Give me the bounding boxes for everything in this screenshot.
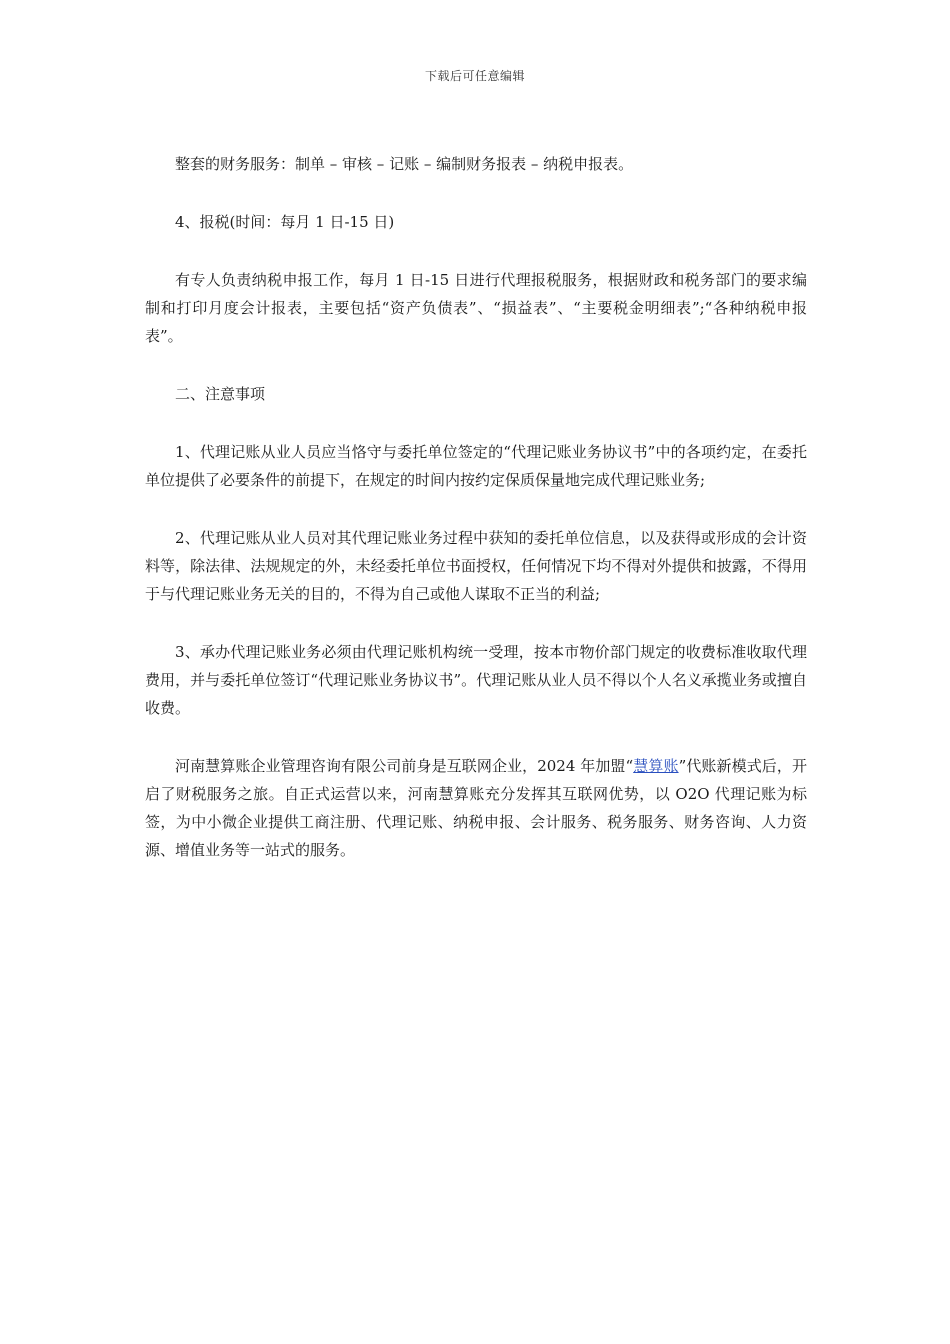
- company-intro-text-end: ”代账新模式后，开启了财税服务之旅。自正式运营以来，河南慧算账充分发挥其互联网优势，以 O2O 代理记账为标签，为中小微企业提供工商注册、代理记账、纳税申报、会计服务、税务服务、财务咨询、人力资源、增值业务等一站式的服务。: [145, 757, 807, 859]
- paragraph-service-flow: 整套的财务服务：制单 – 审核 – 记账 – 编制财务报表 – 纳税申报表。: [175, 155, 634, 173]
- document-body: [145, 150, 807, 894]
- paragraph-note-3: 3、承办代理记账业务必须由代理记账机构统一受理，按本市物价部门规定的收费标准收取代理费用，并与委托单位签订“代理记账业务协议书”。代理记账从业人员不得以个人名义承揽业务或擅自收费。: [145, 643, 807, 717]
- company-intro-text-start: 河南慧算账企业管理咨询有限公司前身是互联网企业，2024 年加盟“: [175, 757, 634, 775]
- paragraph-note-2: 2、代理记账从业人员对其代理记账业务过程中获知的委托单位信息，以及获得或形成的会计资料等，除法律、法规规定的外，未经委托单位书面授权，任何情况下均不得对外提供和披露，不得用于与代理记账业务无关的目的，不得为自己或他人谋取不正当的利益;: [145, 529, 807, 603]
- paragraph-note-1: 1、代理记账从业人员应当恪守与委托单位签定的“代理记账业务协议书”中的各项约定，在委托单位提供了必要条件的前提下，在规定的时间内按约定保质保量地完成代理记账业务;: [145, 443, 807, 489]
- huisuanzhang-link[interactable]: 慧算账: [633, 757, 679, 775]
- page-header: 下载后可任意编辑: [424, 69, 525, 83]
- paragraph-tax-filing-heading: 4、报税(时间：每月 1 日-15 日): [175, 213, 395, 231]
- paragraph-tax-filing-detail: 有专人负责纳税申报工作，每月 1 日-15 日进行代理报税服务，根据财政和税务部门的要求编制和打印月度会计报表，主要包括“资产负债表”、“损益表”、“主要税金明细表”;“各种纳税申报表”。: [145, 271, 807, 345]
- paragraph-company-intro: [145, 752, 807, 864]
- section-heading-notes: 二、注意事项: [175, 385, 266, 403]
